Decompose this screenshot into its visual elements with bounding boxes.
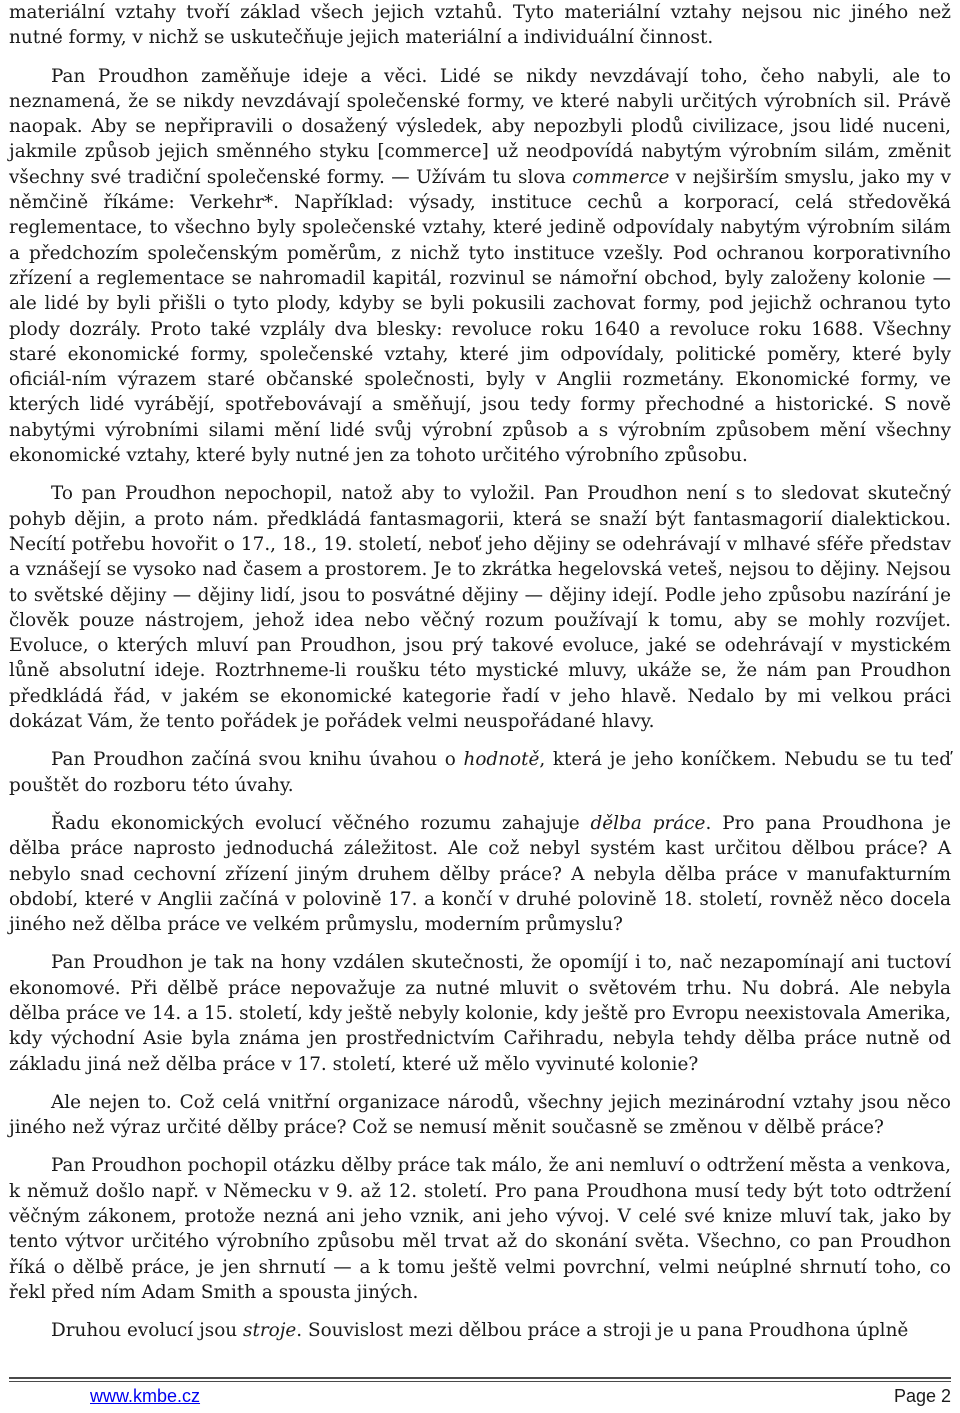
footer-website-link[interactable]: www.kmbe.cz [90,1386,201,1406]
paragraph-2: Pan Proudhon zaměňuje ideje a věci. Lidé se nikdy nevzdávají toho, čeho nabyli, ale to neznamená, že se nikdy nevzdávají společenské formy, ve které nabyli určitých výrobních sil. Právě naopak. Aby se nepřipravili o dosažený výsledek, aby nepozbyli plodů civilizace, jsou lidé nuceni, jakmile způsob jejich směnného styku [commerce] už neodpovídá nabytým výrobním silám, změnit všechny své tradiční společenské formy. — Užívám tu slova commerce v nejširším smyslu, jako my v němčině říkáme: Verkehr*. Například: výsady, instituce cechů a korporací, celá středověká reglementace, to všechno byly společenské vztahy, které jedině odpovídaly nabytým výrobním silám a předchozím společenským poměrům, z nichž tyto instituce vzešly. Pod ochranou korporativního zřízení a reglementace se nahromadil kapitál, rozvinul se námořní obchod, byly založeny kolonie — ale lidé by byli přišli o tyto plody, kdyby se byli pokusili zachovat formy, pod jejichž ochranou tyto plody dozrály. Proto také vzplály dva blesky: revoluce roku 1640 a revoluce roku 1688. Všechny staré ekonomické formy, společenské vztahy, které jim odpovídaly, politické poměry, které byly oficiál-ním výrazem staré občanské společnosti, byly v Anglii rozmetány. Ekonomické formy, ve kterých lidé vyrábějí, spotřebovávají a směňují, jsou tedy formy přechodné a historické. S nově nabytými výrobními silami mění lidé svůj výrobní způsob a s výrobním způsobem mění všechny ekonomické vztahy, které byly nutné jen za tohoto určitého výrobního způsobu. [9,65,951,467]
page-number: Page 2 [893,1386,951,1406]
italic-term-delba-prace: dělba práce [590,812,706,834]
italic-term-stroje: stroje [243,1320,297,1342]
paragraph-8: Pan Proudhon pochopil otázku dělby práce tak málo, že ani nemluví o odtržení města a venkova, k němuž došlo např. v Německu v 9. až 12. století. Pro pana Proudhona musí tedy být toto odtržení věčným zákonem, protože nezná ani jeho vznik, ani jeho vývoj. V celé své knize mluví tak, jako by tento výtvor určitého výrobního způsobu měl trvat až do skonání světa. Všechno, co pan Proudhon říká o dělbě práce, je jen shrnutí — a k tomu ještě velmi povrchní, velmi neúplné shrnutí toho, co řekl před ním Adam Smith a spousta jiných. [9,1155,951,1303]
paragraph-9: Druhou evolucí jsou stroje. Souvislost mezi dělbou práce a stroji je u pana Proudhona úplně [51,1320,909,1342]
paragraph-1: materiální vztahy tvoří základ všech jejich vztahů. Tyto materiální vztahy nejsou nic jiného než nutné formy, v nichž se uskutečňuje jejich materiální a individuální činnost. [9,2,951,49]
italic-term-commerce: commerce [572,166,670,188]
document-body [9,0,951,1357]
paragraph-3: To pan Proudhon nepochopil, natož aby to vyložil. Pan Proudhon není s to sledovat skutečný pohyb dějin, a proto nám. předkládá fantasmagorii, která se snaží být fantasmagorií dialektickou. Necítí potřebu hovořit o 17., 18., 19. století, neboť jeho dějiny se odehrávají v mlhavé sféře představ a vznášejí se vysoko nad časem a prostorem. Je to zkrátka hegelovská veteš, nejsou to dějiny. Nejsou to světské dějiny — dějiny lidí, jsou to posvátné dějiny — dějiny idejí. Podle jeho způsobu nazírání je člověk pouze nástrojem, jehož idea nebo věčný rozum používají k tomu, aby se mohly rozvíjet. Evoluce, o kterých mluví pan Proudhon, jsou prý takové evoluce, jaké se odehrávají v mystickém lůně absolutní ideje. Roztrhneme-li roušku této mystické mluvy, ukáže se, že nám pan Proudhon předkládá řád, v jakém se ekonomické kategorie řadí v jeho hlavě. Nedalo by mi velkou práci dokázat Vám, že tento pořádek je pořádek velmi neuspořádané hlavy. [9,483,951,733]
footer-divider-thin [9,1381,951,1382]
paragraph-4: Pan Proudhon začíná svou knihu úvahou o hodnotě, která je jeho koníčkem. Nebudu se tu teď pouštět do rozboru této úvahy. [9,749,951,796]
paragraph-7: Ale nejen to. Což celá vnitřní organizace národů, všechny jejich mezinárodní vztahy jsou něco jiného než výraz určité dělby práce? Což se nemusí měnit současně se změnou v dělbě práce? [9,1091,951,1139]
paragraph-5: Řadu ekonomických evolucí věčného rozumu zahajuje dělba práce. Pro pana Proudhona je dělba práce naprosto jednoduchá záležitost. Ale což nebyl systém kast určitou dělbou práce? A nebylo snad cechovní zřízení jiným druhem dělby práce? A nebyla dělba práce v manufakturním období, které v Anglii začíná v polovině 17. a končí v druhé polovině 18. století, rovněž něco docela jiného než dělba práce ve velkém průmyslu, moderním průmyslu? [9,812,951,936]
italic-term-hodnota: hodnotě [463,749,540,771]
footer-divider [9,1377,951,1379]
paragraph-6: Pan Proudhon je tak na hony vzdálen skutečnosti, že opomíjí i to, nač nezapomínají ani tuctoví ekonomové. Při dělbě práce nepovažuje za nutné mluvit o světovém trhu. Nu dobrá. Ale nebyla dělba práce ve 14. a 15. století, kdy ještě nebyly kolonie, kdy ještě pro Evropu neexistovala Amerika, kdy východní Asie byla známa jen prostřednictvím Cařihradu, nebyla tehdy dělba práce nutně od základu jiná než dělba práce v 17. století, které už mělo vyvinuté kolonie? [9,952,951,1075]
